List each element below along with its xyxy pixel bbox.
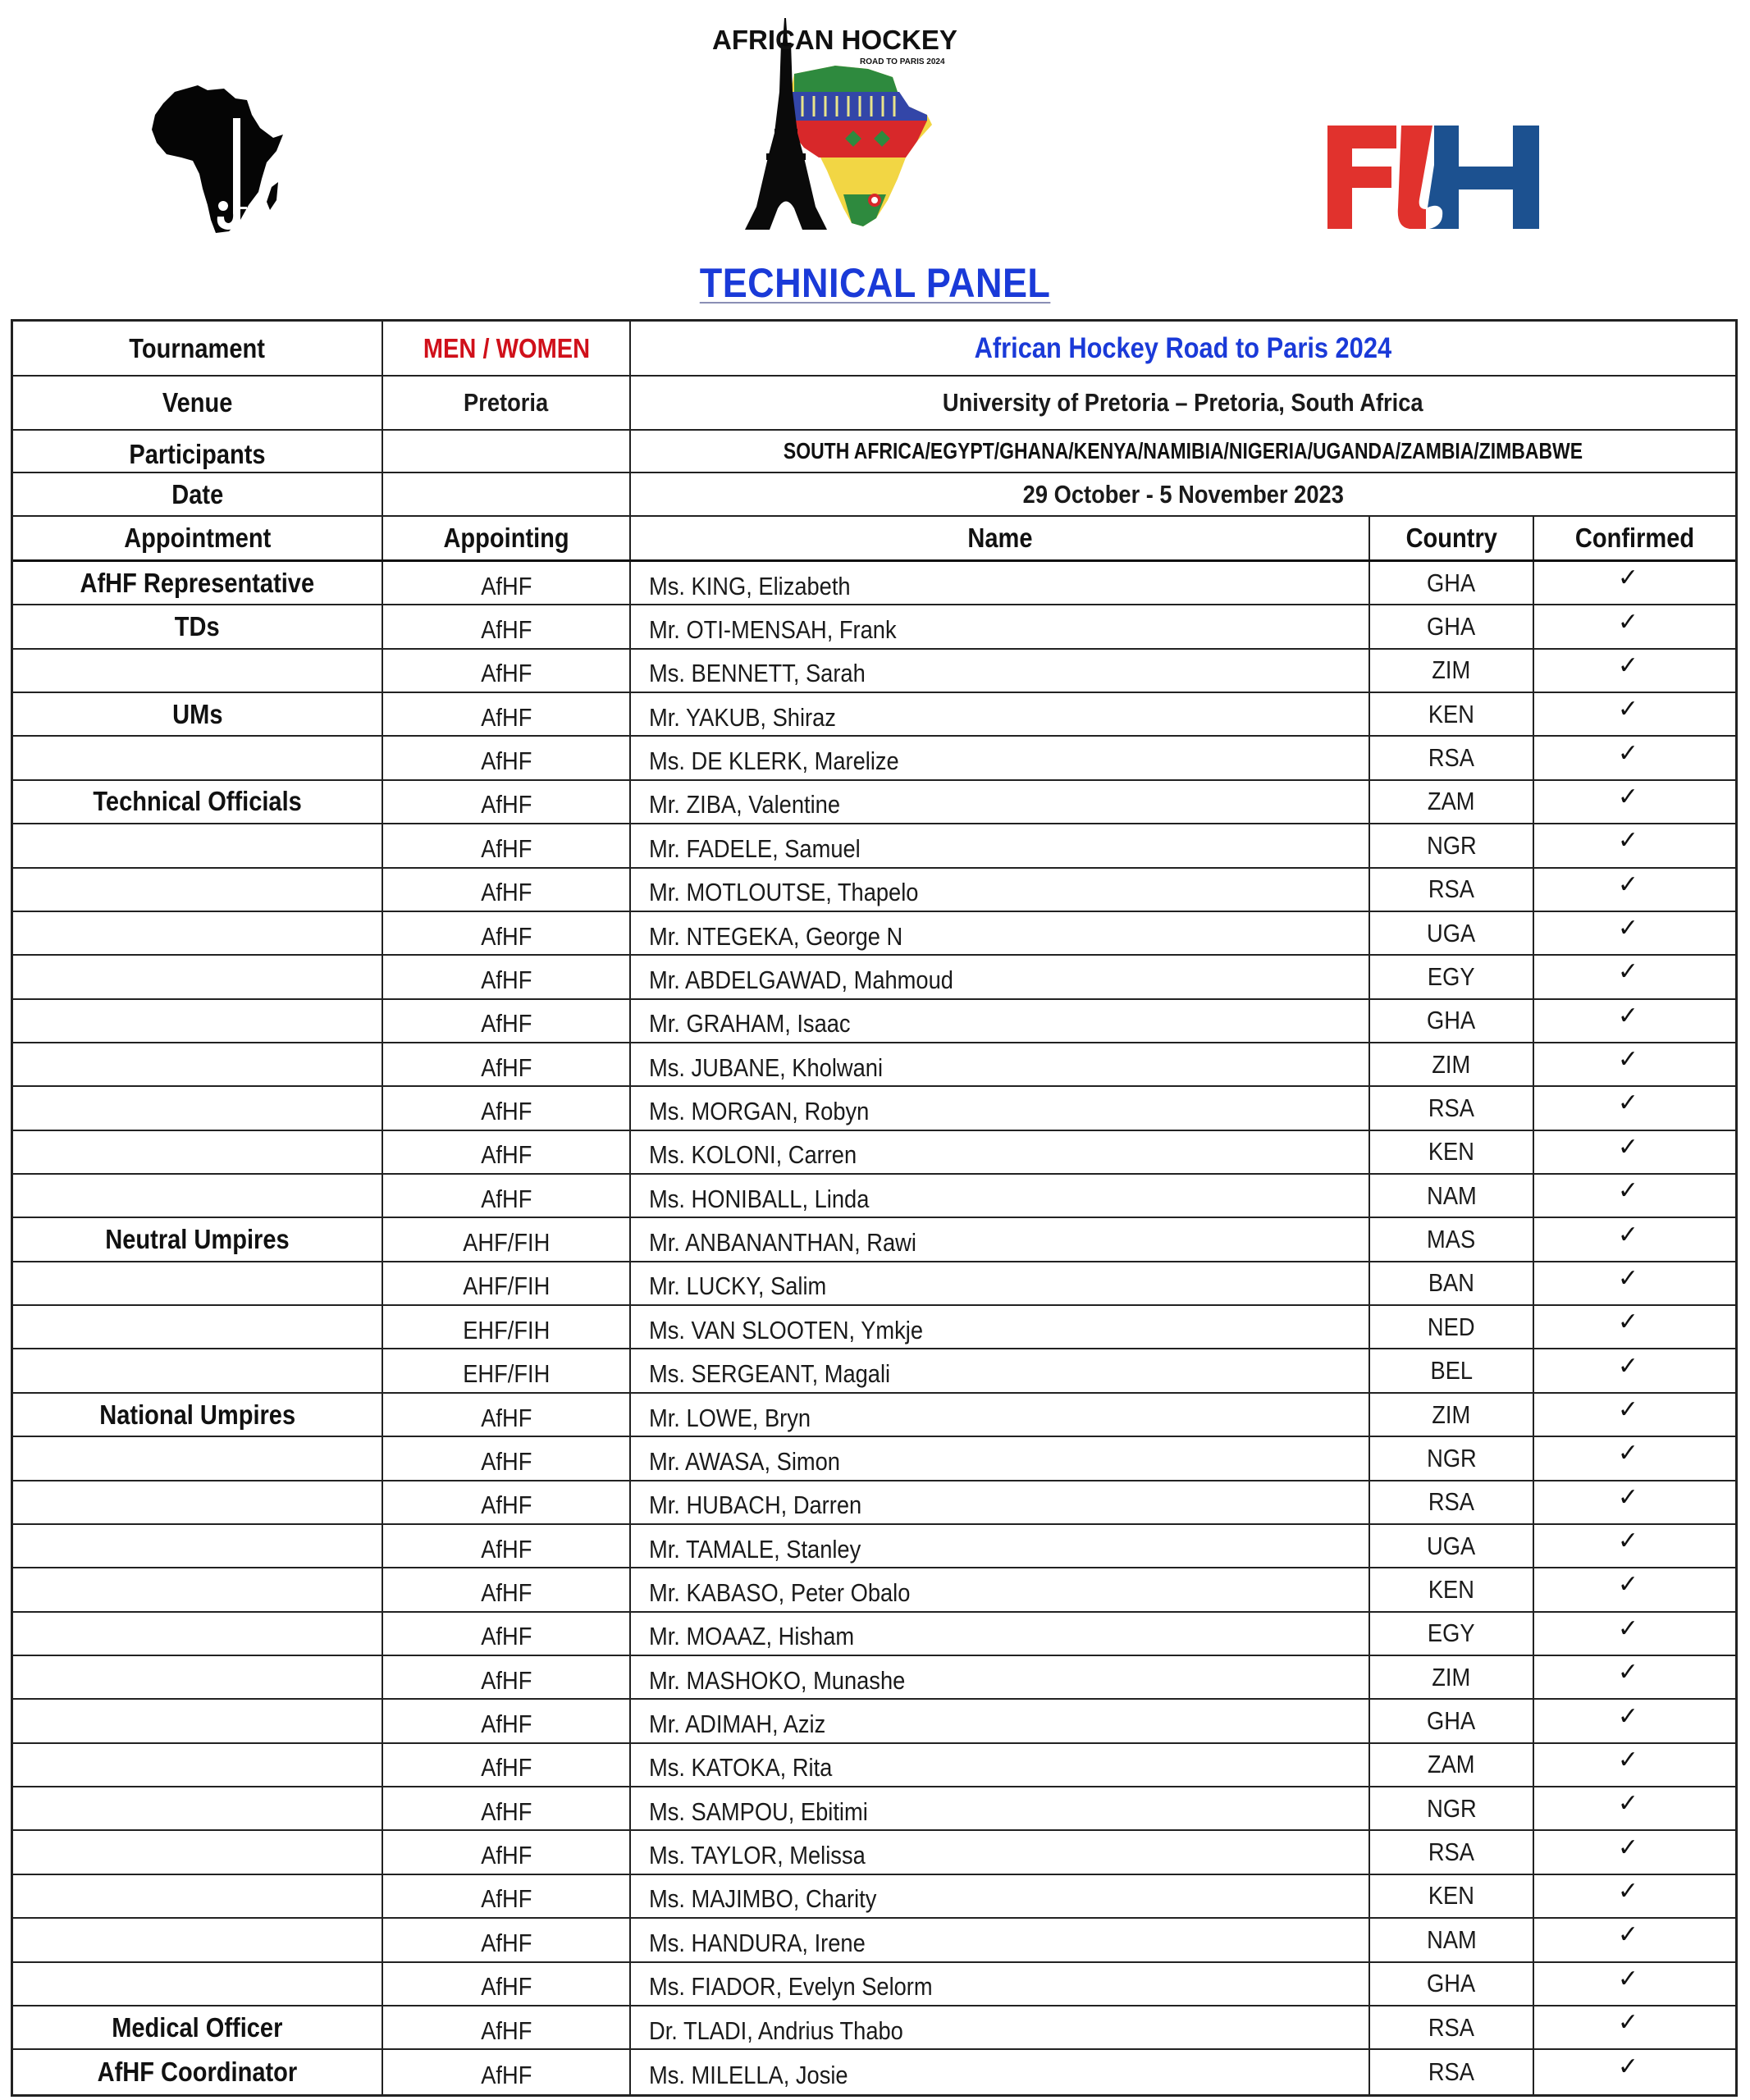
appointment-cell bbox=[13, 1656, 383, 1698]
confirmed-cell bbox=[1534, 824, 1735, 866]
table-row bbox=[13, 1437, 1735, 1481]
country-cell: NAM bbox=[1370, 1919, 1534, 1961]
table-row bbox=[13, 1744, 1735, 1787]
confirmed-cell bbox=[1534, 1656, 1735, 1698]
table-row bbox=[13, 869, 1735, 912]
column-header-appointment: Appointment bbox=[13, 517, 383, 559]
appointment-cell bbox=[13, 1131, 383, 1173]
appointment-cell: AfHF Coordinator bbox=[13, 2050, 383, 2093]
table-row bbox=[13, 1525, 1735, 1568]
africa-hockey-stick-icon bbox=[150, 82, 286, 236]
confirmed-cell bbox=[1534, 1043, 1735, 1085]
checkmark-icon: ✓ bbox=[1617, 1877, 1639, 1905]
name-cell: Mr. MOTLOUTSE, Thapelo bbox=[631, 869, 1370, 911]
confirmed-cell bbox=[1534, 605, 1735, 647]
appointment-cell: Neutral Umpires bbox=[13, 1218, 383, 1260]
country-cell: RSA bbox=[1370, 2050, 1534, 2093]
page-title bbox=[0, 259, 1750, 307]
table-row bbox=[13, 1481, 1735, 1525]
name-cell: Mr. YAKUB, Shiraz bbox=[631, 693, 1370, 735]
participants-empty bbox=[383, 431, 631, 472]
appointing-cell: AfHF bbox=[383, 912, 631, 954]
venue-row bbox=[13, 377, 1735, 431]
table-row bbox=[13, 1131, 1735, 1175]
table-row bbox=[13, 1394, 1735, 1437]
appointment-cell bbox=[13, 1000, 383, 1042]
table-row bbox=[13, 1787, 1735, 1831]
table-row bbox=[13, 1349, 1735, 1393]
name-cell: Ms. KATOKA, Rita bbox=[631, 1744, 1370, 1786]
confirmed-cell bbox=[1534, 1437, 1735, 1479]
name-cell: Mr. OTI-MENSAH, Frank bbox=[631, 605, 1370, 647]
table-row bbox=[13, 1000, 1735, 1043]
name-cell: Ms. MAJIMBO, Charity bbox=[631, 1875, 1370, 1917]
name-cell: Ms. BENNETT, Sarah bbox=[631, 650, 1370, 692]
checkmark-icon: ✓ bbox=[1617, 783, 1639, 810]
appointment-cell bbox=[13, 1700, 383, 1742]
appointing-cell: AfHF bbox=[383, 1744, 631, 1786]
participants-label: Participants bbox=[13, 431, 383, 472]
table-row bbox=[13, 1306, 1735, 1349]
confirmed-cell bbox=[1534, 1744, 1735, 1786]
confirmed-cell bbox=[1534, 1131, 1735, 1173]
confirmed-cell bbox=[1534, 869, 1735, 911]
country-cell: NGR bbox=[1370, 1437, 1534, 1479]
appointing-cell: AfHF bbox=[383, 605, 631, 647]
country-cell: RSA bbox=[1370, 2006, 1534, 2048]
appointment-cell bbox=[13, 1349, 383, 1391]
confirmed-cell bbox=[1534, 1568, 1735, 1610]
appointment-cell: TDs bbox=[13, 605, 383, 647]
appointment-cell bbox=[13, 1831, 383, 1873]
country-cell: RSA bbox=[1370, 1481, 1534, 1523]
appointing-cell: AfHF bbox=[383, 1919, 631, 1961]
checkmark-icon: ✓ bbox=[1617, 2053, 1639, 2081]
table-row bbox=[13, 1875, 1735, 1919]
country-cell: NGR bbox=[1370, 1787, 1534, 1829]
name-cell: Ms. HANDURA, Irene bbox=[631, 1919, 1370, 1961]
appointment-cell bbox=[13, 650, 383, 692]
tournament-category: MEN / WOMEN bbox=[383, 322, 631, 375]
appointing-cell: AfHF bbox=[383, 1043, 631, 1085]
confirmed-cell bbox=[1534, 650, 1735, 692]
country-cell: ZIM bbox=[1370, 1394, 1534, 1436]
confirmed-cell bbox=[1534, 693, 1735, 735]
appointing-cell: AfHF bbox=[383, 1963, 631, 2005]
checkmark-icon: ✓ bbox=[1617, 1440, 1639, 1468]
participants-row bbox=[13, 431, 1735, 473]
fih-icon bbox=[1327, 126, 1539, 229]
country-cell: NED bbox=[1370, 1306, 1534, 1348]
date-label: Date bbox=[13, 473, 383, 515]
appointing-cell: AfHF bbox=[383, 2050, 631, 2093]
country-cell: UGA bbox=[1370, 912, 1534, 954]
name-cell: Mr. MOAAZ, Hisham bbox=[631, 1613, 1370, 1655]
column-header-country: Country bbox=[1370, 517, 1534, 559]
appointment-cell: AfHF Representative bbox=[13, 562, 383, 604]
table-row bbox=[13, 2006, 1735, 2050]
confirmed-cell bbox=[1534, 1787, 1735, 1829]
name-cell: Mr. HUBACH, Darren bbox=[631, 1481, 1370, 1523]
appointment-cell bbox=[13, 1963, 383, 2005]
event-logo-subtitle: ROAD TO PARIS 2024 bbox=[860, 57, 945, 66]
checkmark-icon: ✓ bbox=[1617, 1833, 1639, 1861]
checkmark-icon: ✓ bbox=[1617, 915, 1639, 943]
country-cell: KEN bbox=[1370, 1568, 1534, 1610]
country-cell: BEL bbox=[1370, 1349, 1534, 1391]
appointment-cell bbox=[13, 1087, 383, 1129]
confirmed-cell bbox=[1534, 1087, 1735, 1129]
country-cell: UGA bbox=[1370, 1525, 1534, 1567]
table-row bbox=[13, 1087, 1735, 1130]
appointment-cell bbox=[13, 1481, 383, 1523]
confirmed-cell bbox=[1534, 1700, 1735, 1742]
appointment-cell bbox=[13, 824, 383, 866]
confirmed-cell bbox=[1534, 1262, 1735, 1304]
appointing-cell: AfHF bbox=[383, 1875, 631, 1917]
checkmark-icon: ✓ bbox=[1617, 1965, 1639, 1993]
fih-logo bbox=[1327, 126, 1539, 229]
appointment-cell bbox=[13, 1175, 383, 1217]
name-cell: Ms. KING, Elizabeth bbox=[631, 562, 1370, 604]
appointing-cell: AfHF bbox=[383, 1613, 631, 1655]
appointing-cell: AfHF bbox=[383, 693, 631, 735]
country-cell: NAM bbox=[1370, 1175, 1534, 1217]
country-cell: RSA bbox=[1370, 1087, 1534, 1129]
participants-value: SOUTH AFRICA/EGYPT/GHANA/KENYA/NAMIBIA/NIGERIA/UGANDA/ZAMBIA/ZIMBABWE bbox=[783, 438, 1583, 463]
name-cell: Ms. SAMPOU, Ebitimi bbox=[631, 1787, 1370, 1829]
table-row bbox=[13, 737, 1735, 780]
table-row bbox=[13, 650, 1735, 693]
confirmed-cell bbox=[1534, 1175, 1735, 1217]
appointing-cell: AfHF bbox=[383, 1394, 631, 1436]
appointment-cell bbox=[13, 1787, 383, 1829]
appointing-cell: AfHF bbox=[383, 1656, 631, 1698]
name-cell: Mr. TAMALE, Stanley bbox=[631, 1525, 1370, 1567]
tournament-label: Tournament bbox=[13, 322, 383, 375]
checkmark-icon: ✓ bbox=[1617, 1483, 1639, 1511]
appointing-cell: AfHF bbox=[383, 1700, 631, 1742]
appointing-cell: AfHF bbox=[383, 1568, 631, 1610]
table-row bbox=[13, 1262, 1735, 1306]
country-cell: GHA bbox=[1370, 605, 1534, 647]
appointment-cell bbox=[13, 1919, 383, 1961]
appointing-cell: AfHF bbox=[383, 781, 631, 823]
checkmark-icon: ✓ bbox=[1617, 564, 1639, 592]
name-cell: Ms. SERGEANT, Magali bbox=[631, 1349, 1370, 1391]
confirmed-cell bbox=[1534, 1963, 1735, 2005]
country-cell: KEN bbox=[1370, 1875, 1534, 1917]
appointment-cell bbox=[13, 1262, 383, 1304]
event-logo-title: AFRICAN HOCKEY bbox=[712, 25, 957, 55]
table-row bbox=[13, 1218, 1735, 1262]
afhf-logo bbox=[150, 82, 286, 236]
appointment-cell: UMs bbox=[13, 693, 383, 735]
name-cell: Mr. AWASA, Simon bbox=[631, 1437, 1370, 1479]
appointing-cell: AfHF bbox=[383, 1175, 631, 1217]
appointing-cell: AfHF bbox=[383, 956, 631, 998]
confirmed-cell bbox=[1534, 1349, 1735, 1391]
appointment-cell bbox=[13, 1043, 383, 1085]
country-cell: ZIM bbox=[1370, 1043, 1534, 1085]
checkmark-icon: ✓ bbox=[1617, 1177, 1639, 1205]
name-cell: Mr. ZIBA, Valentine bbox=[631, 781, 1370, 823]
name-cell: Ms. MORGAN, Robyn bbox=[631, 1087, 1370, 1129]
appointing-cell: AfHF bbox=[383, 650, 631, 692]
table-row bbox=[13, 1700, 1735, 1743]
confirmed-cell bbox=[1534, 2006, 1735, 2048]
table-row bbox=[13, 1656, 1735, 1700]
table-row bbox=[13, 693, 1735, 737]
confirmed-cell bbox=[1534, 1394, 1735, 1436]
checkmark-icon: ✓ bbox=[1617, 1921, 1639, 1949]
column-header-confirmed: Confirmed bbox=[1574, 523, 1695, 553]
country-cell: KEN bbox=[1370, 693, 1534, 735]
name-cell: Mr. GRAHAM, Isaac bbox=[631, 1000, 1370, 1042]
appointing-cell: EHF/FIH bbox=[383, 1306, 631, 1348]
appointment-cell bbox=[13, 956, 383, 998]
appointing-cell: AHF/FIH bbox=[383, 1262, 631, 1304]
technical-panel-table bbox=[11, 319, 1738, 2097]
confirmed-cell bbox=[1534, 1218, 1735, 1260]
table-row bbox=[13, 562, 1735, 605]
page-title-text: TECHNICAL PANEL bbox=[699, 260, 1051, 306]
table-row bbox=[13, 912, 1735, 956]
confirmed-cell bbox=[1534, 737, 1735, 778]
checkmark-icon: ✓ bbox=[1617, 827, 1639, 855]
checkmark-icon: ✓ bbox=[1617, 651, 1639, 679]
country-cell: GHA bbox=[1370, 1700, 1534, 1742]
country-cell: RSA bbox=[1370, 1831, 1534, 1873]
country-cell: BAN bbox=[1370, 1262, 1534, 1304]
table-body bbox=[13, 562, 1735, 2094]
country-cell: NGR bbox=[1370, 824, 1534, 866]
checkmark-icon: ✓ bbox=[1617, 1352, 1639, 1380]
checkmark-icon: ✓ bbox=[1617, 870, 1639, 898]
confirmed-cell bbox=[1534, 1613, 1735, 1655]
country-cell: GHA bbox=[1370, 1963, 1534, 2005]
name-cell: Ms. HONIBALL, Linda bbox=[631, 1175, 1370, 1217]
name-cell: Mr. LUCKY, Salim bbox=[631, 1262, 1370, 1304]
table-row bbox=[13, 781, 1735, 824]
table-row bbox=[13, 2050, 1735, 2093]
name-cell: Mr. NTEGEKA, George N bbox=[631, 912, 1370, 954]
appointing-cell: AfHF bbox=[383, 737, 631, 778]
date-value: 29 October - 5 November 2023 bbox=[1022, 479, 1344, 509]
confirmed-cell bbox=[1534, 2050, 1735, 2093]
confirmed-cell bbox=[1534, 1919, 1735, 1961]
checkmark-icon: ✓ bbox=[1617, 1571, 1639, 1599]
name-cell: Ms. VAN SLOOTEN, Ymkje bbox=[631, 1306, 1370, 1348]
appointing-cell: AfHF bbox=[383, 824, 631, 866]
country-cell: MAS bbox=[1370, 1218, 1534, 1260]
name-cell: Ms. TAYLOR, Melissa bbox=[631, 1831, 1370, 1873]
tournament-name: African Hockey Road to Paris 2024 bbox=[974, 331, 1392, 364]
confirmed-cell bbox=[1534, 781, 1735, 823]
checkmark-icon: ✓ bbox=[1617, 696, 1639, 724]
name-cell: Mr. ADIMAH, Aziz bbox=[631, 1700, 1370, 1742]
table-row bbox=[13, 605, 1735, 649]
appointing-cell: AfHF bbox=[383, 1831, 631, 1873]
appointing-cell: AfHF bbox=[383, 1787, 631, 1829]
appointing-cell: AfHF bbox=[383, 562, 631, 604]
table-row bbox=[13, 1175, 1735, 1218]
name-cell: Mr. ABDELGAWAD, Mahmoud bbox=[631, 956, 1370, 998]
checkmark-icon: ✓ bbox=[1617, 1089, 1639, 1117]
appointing-cell: AfHF bbox=[383, 1525, 631, 1567]
country-cell: GHA bbox=[1370, 1000, 1534, 1042]
appointing-cell: AfHF bbox=[383, 1000, 631, 1042]
confirmed-cell bbox=[1534, 912, 1735, 954]
confirmed-cell bbox=[1534, 1306, 1735, 1348]
appointment-cell: Technical Officials bbox=[13, 781, 383, 823]
checkmark-icon: ✓ bbox=[1617, 1659, 1639, 1687]
venue-label: Venue bbox=[13, 377, 383, 429]
appointment-cell: Medical Officer bbox=[13, 2006, 383, 2048]
appointing-cell: AfHF bbox=[383, 869, 631, 911]
table-row bbox=[13, 956, 1735, 999]
checkmark-icon: ✓ bbox=[1617, 2009, 1639, 2037]
name-cell: Ms. MILELLA, Josie bbox=[631, 2050, 1370, 2093]
appointing-cell: AfHF bbox=[383, 1087, 631, 1129]
checkmark-icon: ✓ bbox=[1617, 1746, 1639, 1774]
name-cell: Mr. ANBANANTHAN, Rawi bbox=[631, 1218, 1370, 1260]
name-cell: Mr. MASHOKO, Munashe bbox=[631, 1656, 1370, 1698]
table-row bbox=[13, 1568, 1735, 1612]
appointment-cell bbox=[13, 1613, 383, 1655]
column-header-appointing: Appointing bbox=[383, 517, 631, 559]
checkmark-icon: ✓ bbox=[1617, 1702, 1639, 1730]
country-cell: ZAM bbox=[1370, 781, 1534, 823]
checkmark-icon: ✓ bbox=[1617, 1002, 1639, 1029]
table-row bbox=[13, 1831, 1735, 1874]
country-cell: ZAM bbox=[1370, 1744, 1534, 1786]
confirmed-cell bbox=[1534, 956, 1735, 998]
venue-value: University of Pretoria – Pretoria, South Africa bbox=[943, 388, 1423, 417]
date-empty bbox=[383, 473, 631, 515]
name-cell: Mr. KABASO, Peter Obalo bbox=[631, 1568, 1370, 1610]
checkmark-icon: ✓ bbox=[1617, 608, 1639, 636]
table-row bbox=[13, 1043, 1735, 1087]
column-header-name: Name bbox=[631, 517, 1370, 559]
country-cell: EGY bbox=[1370, 1613, 1534, 1655]
appointment-cell bbox=[13, 1525, 383, 1567]
african-hockey-road-to-paris-logo bbox=[712, 18, 1016, 235]
appointment-cell bbox=[13, 1306, 383, 1348]
country-cell: EGY bbox=[1370, 956, 1534, 998]
checkmark-icon: ✓ bbox=[1617, 1221, 1639, 1249]
country-cell: ZIM bbox=[1370, 650, 1534, 692]
table-row bbox=[13, 1919, 1735, 1962]
appointment-cell: National Umpires bbox=[13, 1394, 383, 1436]
checkmark-icon: ✓ bbox=[1617, 958, 1639, 986]
name-cell: Ms. KOLONI, Carren bbox=[631, 1131, 1370, 1173]
eiffel-tower-africa-icon bbox=[712, 18, 1016, 235]
checkmark-icon: ✓ bbox=[1617, 1527, 1639, 1555]
confirmed-cell bbox=[1534, 1525, 1735, 1567]
appointing-cell: AfHF bbox=[383, 1131, 631, 1173]
appointing-cell: AHF/FIH bbox=[383, 1218, 631, 1260]
column-header-row bbox=[13, 517, 1735, 562]
appointing-cell: AfHF bbox=[383, 1481, 631, 1523]
country-cell: ZIM bbox=[1370, 1656, 1534, 1698]
appointment-cell bbox=[13, 1875, 383, 1917]
appointment-cell bbox=[13, 1744, 383, 1786]
confirmed-cell bbox=[1534, 1481, 1735, 1523]
appointment-cell bbox=[13, 1568, 383, 1610]
appointment-cell bbox=[13, 869, 383, 911]
checkmark-icon: ✓ bbox=[1617, 1790, 1639, 1818]
tournament-row bbox=[13, 322, 1735, 377]
checkmark-icon: ✓ bbox=[1617, 739, 1639, 767]
name-cell: Ms. FIADOR, Evelyn Selorm bbox=[631, 1963, 1370, 2005]
confirmed-cell bbox=[1534, 1000, 1735, 1042]
country-cell: GHA bbox=[1370, 562, 1534, 604]
appointing-cell: AfHF bbox=[383, 2006, 631, 2048]
checkmark-icon: ✓ bbox=[1617, 1264, 1639, 1292]
appointment-cell bbox=[13, 737, 383, 778]
venue-city: Pretoria bbox=[383, 377, 631, 429]
appointment-cell bbox=[13, 1437, 383, 1479]
confirmed-cell bbox=[1534, 1831, 1735, 1873]
checkmark-icon: ✓ bbox=[1617, 1614, 1639, 1642]
country-cell: RSA bbox=[1370, 869, 1534, 911]
checkmark-icon: ✓ bbox=[1617, 1308, 1639, 1336]
table-row bbox=[13, 1613, 1735, 1656]
date-row bbox=[13, 473, 1735, 517]
confirmed-cell bbox=[1534, 1875, 1735, 1917]
appointing-cell: EHF/FIH bbox=[383, 1349, 631, 1391]
table-row bbox=[13, 824, 1735, 868]
confirmed-cell bbox=[1534, 562, 1735, 604]
appointing-cell: AfHF bbox=[383, 1437, 631, 1479]
table-row bbox=[13, 1963, 1735, 2006]
country-cell: KEN bbox=[1370, 1131, 1534, 1173]
country-cell: RSA bbox=[1370, 737, 1534, 778]
name-cell: Ms. DE KLERK, Marelize bbox=[631, 737, 1370, 778]
appointment-cell bbox=[13, 912, 383, 954]
name-cell: Dr. TLADI, Andrius Thabo bbox=[631, 2006, 1370, 2048]
name-cell: Mr. FADELE, Samuel bbox=[631, 824, 1370, 866]
checkmark-icon: ✓ bbox=[1617, 1133, 1639, 1161]
name-cell: Mr. LOWE, Bryn bbox=[631, 1394, 1370, 1436]
name-cell: Ms. JUBANE, Kholwani bbox=[631, 1043, 1370, 1085]
checkmark-icon: ✓ bbox=[1617, 1396, 1639, 1423]
checkmark-icon: ✓ bbox=[1617, 1046, 1639, 1074]
